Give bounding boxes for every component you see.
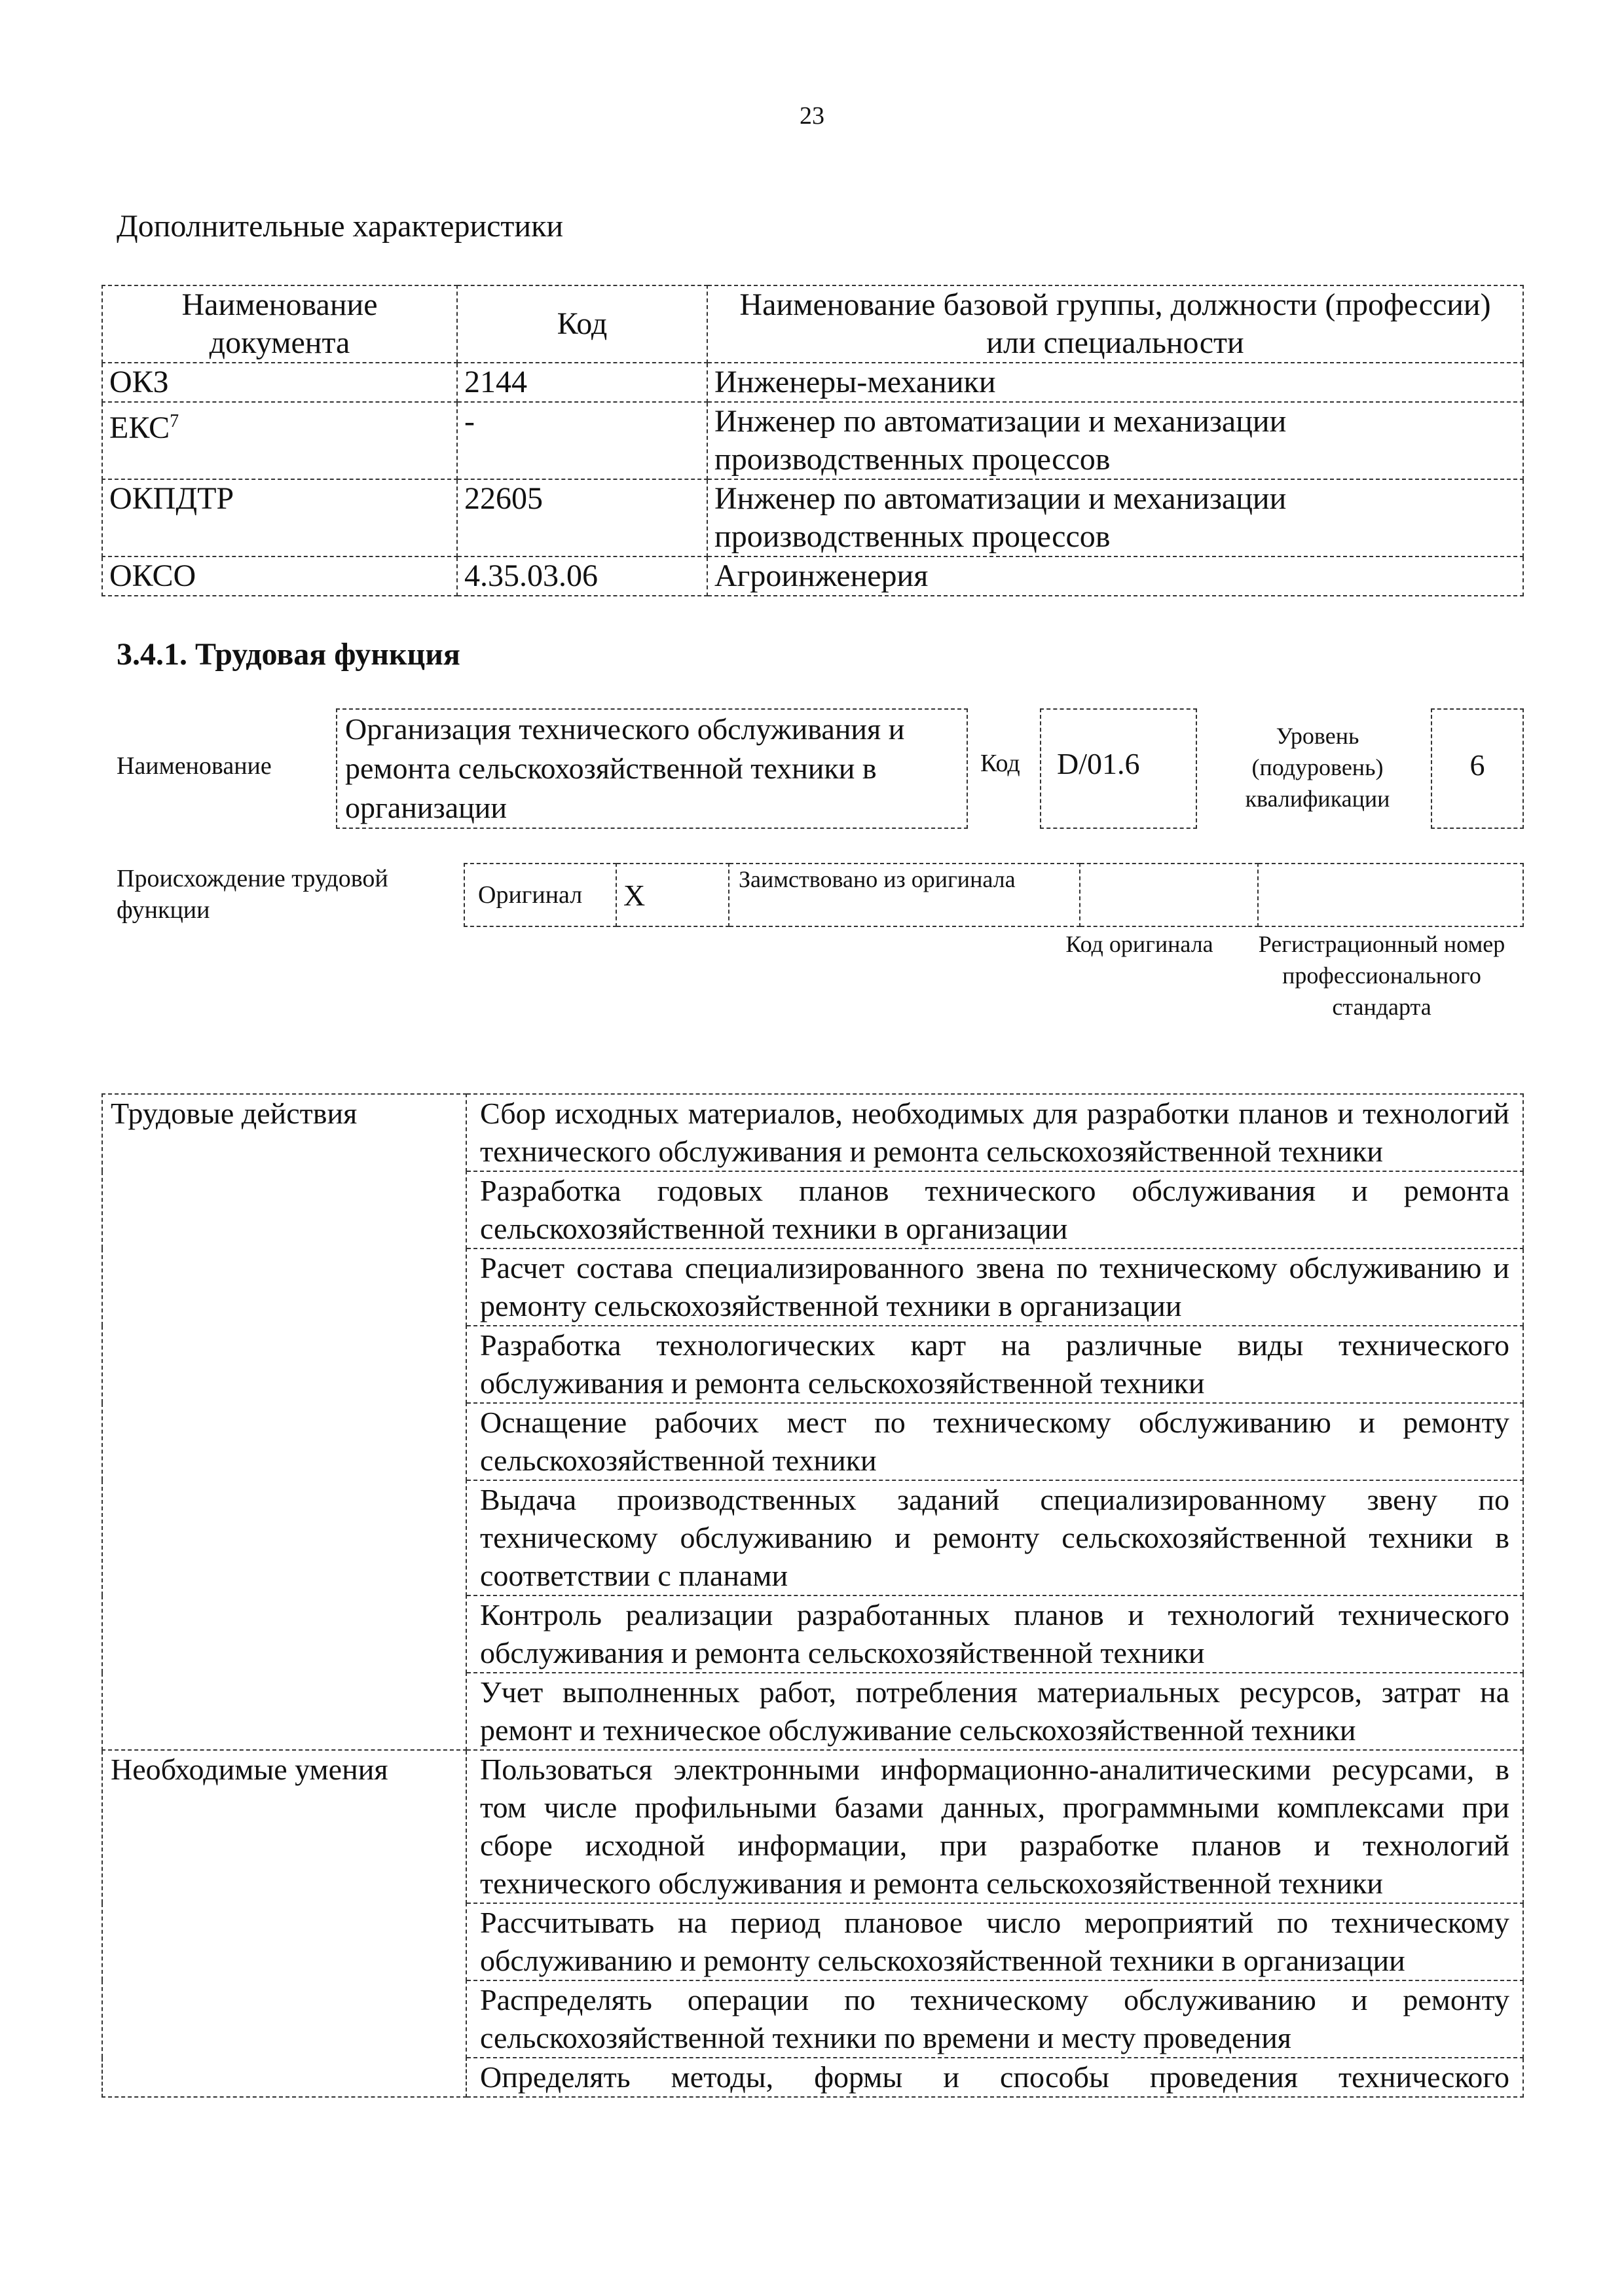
doc-cell: ОКПДТР xyxy=(102,479,457,556)
skill-item: Пользоваться электронными информационно-аналитическими ресурсами, в том числе профильными базами данных, программными комплексами при сборе исходной информации, при разработке планов и технологий технического обслуживания и ремонта сельскохозяйственной техники xyxy=(466,1750,1523,1903)
header-group-name: Наименование базовой группы, должности (профессии) или специальности xyxy=(707,285,1523,363)
additional-characteristics-table xyxy=(101,285,1524,596)
doc-name: ЕКС xyxy=(109,410,170,445)
name-label: Наименование xyxy=(117,752,272,780)
original-code-caption: Код оригинала xyxy=(1065,931,1213,957)
labor-action-item: Разработка технологических карт на различные виды технического обслуживания и ремонта сельскохозяйственной техники xyxy=(466,1326,1523,1403)
registration-number-caption: Регистрационный номер профессионального стандарта xyxy=(1258,931,1505,1020)
subsection-title: 3.4.1. Трудовая функция xyxy=(117,637,460,672)
origin-label: Происхождение трудовой функции xyxy=(117,865,388,924)
function-code-box: D/01.6 xyxy=(1040,708,1197,829)
original-code-cell xyxy=(1080,864,1258,926)
borrowed-label-cell: Заимствовано из оригинала xyxy=(729,864,1080,926)
doc-cell: ОКЗ xyxy=(102,363,457,402)
labor-action-item: Разработка годовых планов технического обслуживания и ремонта сельскохозяйственной техники в организации xyxy=(466,1171,1523,1248)
table-row xyxy=(102,402,1523,479)
function-name-box: Организация технического обслуживания и ремонта сельскохозяйственной техники в организации xyxy=(336,708,968,829)
labor-actions-label: Трудовые действия xyxy=(102,1094,466,1750)
original-mark-cell: X xyxy=(616,864,729,926)
code-cell: 2144 xyxy=(457,363,707,402)
origin-row xyxy=(464,864,1523,926)
labor-action-item: Оснащение рабочих мест по техническому обслуживанию и ремонту сельскохозяйственной техники xyxy=(466,1403,1523,1480)
table-row xyxy=(102,1094,1523,1171)
name-cell: Агроинженерия xyxy=(707,556,1523,596)
origin-table xyxy=(464,863,1524,927)
skill-item: Рассчитывать на период плановое число мероприятий по техническому обслуживанию и ремонту сельскохозяйственной техники в организации xyxy=(466,1903,1523,1980)
header-document: Наименование документа xyxy=(102,285,457,363)
labor-action-item: Выдача производственных заданий специализированному звену по техническому обслуживанию и ремонту сельскохозяйственной техники в соответствии с планами xyxy=(466,1480,1523,1595)
code-cell: 4.35.03.06 xyxy=(457,556,707,596)
labor-action-item: Сбор исходных материалов, необходимых для разработки планов и технологий технического обслуживания и ремонта сельскохозяйственной техники xyxy=(466,1094,1523,1171)
skill-item: Распределять операции по техническому обслуживанию и ремонту сельскохозяйственной техники по времени и месту проведения xyxy=(466,1980,1523,2058)
name-cell: Инженер по автоматизации и механизации производственных процессов xyxy=(707,479,1523,556)
qualification-level-box: 6 xyxy=(1431,708,1524,829)
original-label-cell: Оригинал xyxy=(464,864,616,926)
code-label: Код xyxy=(980,750,1020,777)
section-title: Дополнительные характеристики xyxy=(117,209,564,244)
page-number: 23 xyxy=(800,102,824,130)
labor-action-item: Учет выполненных работ, потребления материальных ресурсов, затрат на ремонт и техническое обслуживание сельскохозяйственной техники xyxy=(466,1673,1523,1750)
code-cell: 22605 xyxy=(457,479,707,556)
doc-cell: ОКСО xyxy=(102,556,457,596)
table-row xyxy=(102,556,1523,596)
table-row xyxy=(102,363,1523,402)
header-code: Код xyxy=(457,285,707,363)
table-header-row xyxy=(102,285,1523,363)
labor-action-item: Расчет состава специализированного звена по техническому обслуживанию и ремонту сельскохозяйственной техники в организации xyxy=(466,1248,1523,1326)
table-row xyxy=(102,479,1523,556)
name-cell: Инженер по автоматизации и механизации производственных процессов xyxy=(707,402,1523,479)
table-row xyxy=(102,1750,1523,1903)
registration-number-cell xyxy=(1258,864,1523,926)
name-cell: Инженеры-механики xyxy=(707,363,1523,402)
labor-function-table xyxy=(101,1093,1524,2098)
footnote-ref: 7 xyxy=(170,411,179,431)
doc-cell xyxy=(102,402,457,479)
skill-item: Определять методы, формы и способы проведения технического xyxy=(466,2058,1523,2097)
qualification-level-label: Уровень (подуровень) квалификации xyxy=(1245,723,1390,812)
skills-label: Необходимые умения xyxy=(102,1750,466,2097)
labor-action-item: Контроль реализации разработанных планов и технологий технического обслуживания и ремонта сельскохозяйственной техники xyxy=(466,1595,1523,1673)
code-cell: - xyxy=(457,402,707,479)
